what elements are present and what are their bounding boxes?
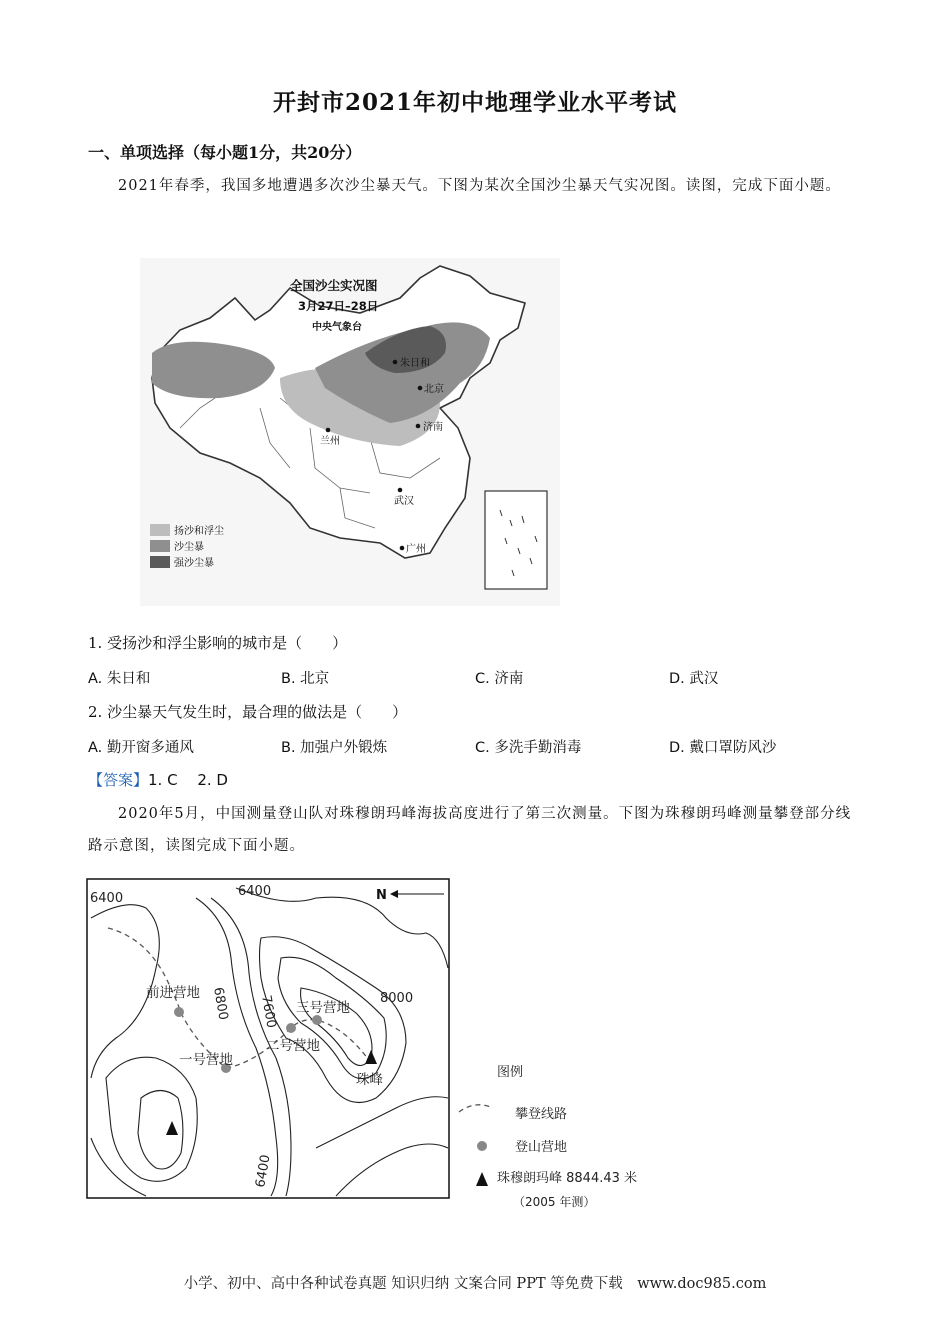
contour-map-legend [455,1050,675,1220]
question-1-option-c: C. 济南 [475,671,524,687]
south-china-sea-inset [485,491,547,589]
camp-dot-3 [312,1015,322,1025]
camp-dot-2 [286,1023,296,1033]
legend-route-sample [459,1105,493,1112]
everest-contour-map [86,878,452,1200]
city-label-lanzhou: 兰州 [320,436,340,447]
dust-map-source: 中央气象台 [312,322,362,333]
city-dot-wuhan [398,488,403,493]
question-2-stem: 2. 沙尘暴天气发生时，最合理的做法是（ ） [88,703,408,721]
legend-route-label: 攀登线路 [515,1107,568,1122]
legend-label-strong: 强沙尘暴 [174,558,214,569]
legend-title: 图例 [497,1065,524,1080]
legend-camp-dot [477,1141,487,1151]
place-label-advance-camp: 前进营地 [146,985,200,1001]
city-dot-beijing [418,386,423,391]
city-dot-lanzhou [326,428,331,433]
city-label-zhurihe: 朱日和 [400,358,430,369]
city-dot-jinan [416,424,421,429]
question-1-option-d: D. 武汉 [669,671,719,687]
north-label: N [376,888,387,903]
city-dot-guangzhou [400,546,405,551]
legend-label-medium: 沙尘暴 [174,542,204,553]
legend-swatch-light [150,524,170,536]
contour-label: 6400 [238,884,272,899]
legend-peak-label: 珠穆朗玛峰 8844.43 米 [497,1171,638,1186]
dust-storm-map [140,258,560,606]
city-label-beijing: 北京 [424,384,444,395]
question-1-option-a: A. 朱日和 [88,671,151,687]
contour-label: 6800 [210,986,231,1022]
city-dot-zhurihe [393,360,398,365]
question-2-option-c: C. 多洗手勤消毒 [475,740,582,756]
legend-label-light: 扬沙和浮尘 [174,526,224,537]
legend-camp-label: 登山营地 [515,1140,568,1155]
answer-tag: 【答案】 [88,771,149,789]
page-title: 开封市2021年初中地理学业水平考试 [272,89,677,116]
dust-map-date: 3月27日–28日 [298,299,379,313]
question-2-option-a: A. 勤开窗多通风 [88,740,194,756]
legend-peak-note: （2005 年测） [513,1195,596,1209]
dust-map-title: 全国沙尘实况图 [290,278,378,293]
answer-text: 1. C 2. D [148,771,228,789]
place-label-camp-1: 一号营地 [179,1052,233,1068]
intro-paragraph-2: 2020年5月，中国测量登山队对珠穆朗玛峰海拔高度进行了第三次测量。下图为珠穆朗玛峰测量攀登部分线路示意图，读图完成下面小题。 [88,806,852,854]
place-label-everest: 珠峰 [356,1072,383,1088]
contour-label: 8000 [380,991,414,1006]
city-label-wuhan: 武汉 [394,496,414,507]
question-1-option-b: B. 北京 [281,671,330,687]
answer-line [88,769,228,790]
question-2-option-d: D. 戴口罩防风沙 [669,740,777,756]
place-label-camp-3: 三号营地 [296,1000,350,1016]
legend-swatch-strong [150,556,170,568]
contour-label: 6400 [253,1153,274,1189]
legend-swatch-medium [150,540,170,552]
question-1-stem: 1. 受扬沙和浮尘影响的城市是（ ） [88,634,348,652]
section-heading: 一、单项选择（每小题1分，共20分） [88,143,362,162]
intro-paragraph-1: 2021年春季，我国多地遭遇多次沙尘暴天气。下图为某次全国沙尘暴天气实况图。读图，完成下面小题。 [118,178,841,194]
city-label-guangzhou: 广州 [406,544,426,555]
contour-label: 7600 [258,994,279,1030]
camp-dot-advance [174,1007,184,1017]
city-label-jinan: 济南 [423,422,443,433]
contour-label: 6400 [90,891,124,906]
page-footer: 小学、初中、高中各种试卷真题 知识归纳 文案合同 PPT 等免费下载 www.doc985.com [183,1276,767,1292]
legend-peak-marker [476,1172,488,1186]
question-2-option-b: B. 加强户外锻炼 [281,740,388,756]
place-label-camp-2: 二号营地 [266,1038,320,1054]
